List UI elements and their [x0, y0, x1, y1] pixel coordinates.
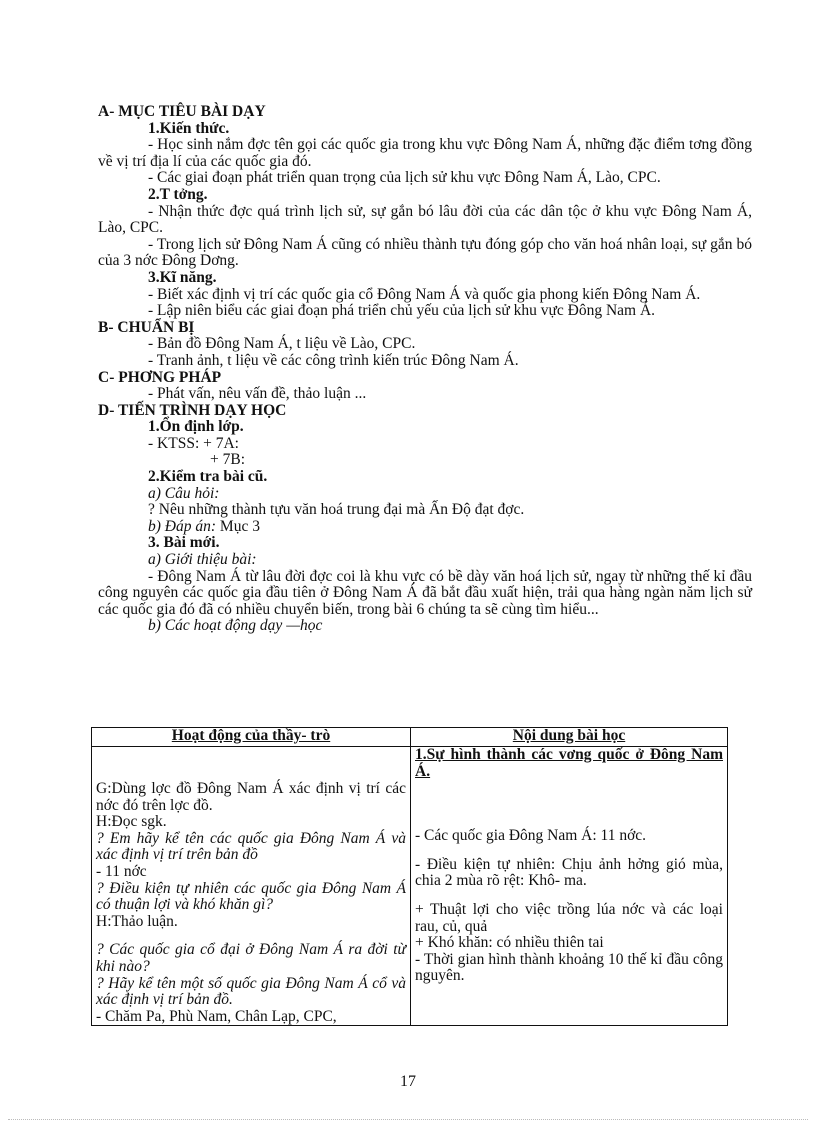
table-text: + Khó khăn: có nhiều thiên tai	[415, 934, 604, 952]
lesson-table	[91, 727, 728, 1026]
paragraph: ? Nêu những thành tựu văn hoá trung đại mà Ấn Độ đạt đợc.	[148, 501, 525, 519]
content-heading: 1.Sự hình thành các vơng quốc ở Đông Nam Á.	[415, 746, 723, 780]
table-question: ? Hãy kể tên một số quốc gia Đông Nam Á cổ và xác định vị trí bản đồ.	[96, 974, 407, 1009]
table-header-row	[92, 728, 728, 747]
table-question: ? Điều kiện tự nhiên các quốc gia Đông Nam Á có thuận lợi và khó khăn gì?	[96, 879, 407, 914]
section-d1-heading: 1.Ổn định lớp.	[148, 418, 244, 436]
section-a3-heading: 3.Kĩ năng.	[148, 268, 217, 286]
section-c-heading: C- PHƠNG PHÁP	[98, 368, 222, 386]
table-text: + Thuật lợi cho việc trồng lúa nớc và các loại rau, củ, quả	[415, 900, 723, 935]
paragraph: - Đông Nam Á từ lâu đời đợc coi là khu vực có bề dày văn hoá lịch sử, ngay từ những thế kỉ đầu công nguyên các quốc gia đầu tiên ở Đông Nam Á đã bắt đầu xuất hiện, trải qua hàng ngàn năm lịch sử các quốc gia đó đã có nhiều chuyển biến, trong bài 6 chúng ta sẽ cùng tìm hiểu...	[98, 567, 752, 618]
section-a1-heading: 1.Kiến thức.	[148, 119, 230, 137]
table-header: Nội dung bài học	[411, 728, 728, 747]
table-text: - Điều kiện tự nhiên: Chịu ảnh hởng gió mùa, chia 2 mùa rõ rệt: Khô- ma.	[415, 855, 723, 890]
table-text: H:Thảo luận.	[96, 912, 178, 930]
section-d3-heading: 3. Bài mới.	[148, 534, 220, 552]
footer-dotted-rule	[8, 1119, 808, 1120]
paragraph: - Biết xác định vị trí các quốc gia cổ Đông Nam Á và quốc gia phong kiến Đông Nam Á.	[148, 285, 701, 303]
table-text: - 11 nớc	[96, 862, 147, 880]
answer-line	[98, 519, 752, 536]
table-question: ? Em hãy kể tên các quốc gia Đông Nam Á và xác định vị trí trên bản đồ	[96, 829, 407, 864]
section-a2-heading: 2.T tởng.	[148, 185, 208, 203]
section-b-heading: B- CHUẨN BỊ	[98, 318, 195, 336]
answer-text: Mục 3	[216, 517, 260, 535]
section-a-heading: A- MỤC TIÊU BÀI DẠY	[98, 103, 266, 120]
teacher-student-activity-cell	[92, 747, 411, 1026]
paragraph: - KTSS: + 7A:	[148, 434, 239, 452]
table-question: ? Các quốc gia cổ đại ở Đông Nam Á ra đời từ khi nào?	[96, 941, 407, 975]
paragraph: - Nhận thức đợc quá trình lịch sử, sự gắn bó lâu đời của các dân tộc ở khu vực Đông Nam Á, Lào, CPC.	[98, 202, 752, 237]
paragraph: - Trong lịch sử Đông Nam Á cũng có nhiều thành tựu đóng góp cho văn hoá nhân loại, sự gắn bó của 3 nớc Đông Dơng.	[98, 235, 752, 270]
activities-label: b) Các hoạt động dạy —học	[148, 617, 323, 635]
table-header: Hoạt động của thầy- trò	[92, 728, 411, 747]
paragraph: - Lập niên biểu các giai đoạn phá triển chủ yếu của lịch sử khu vực Đông Nam Á.	[148, 302, 656, 320]
page-number: 17	[400, 1073, 416, 1090]
lesson-content-cell	[411, 747, 728, 1026]
paragraph: - Học sinh nắm đợc tên gọi các quốc gia trong khu vực Đông Nam Á, những đặc điểm tơng đồng về vị trí địa lí của các quốc gia đó.	[98, 136, 752, 170]
table-text: H:Đọc sgk.	[96, 813, 167, 831]
lesson-plan-body	[98, 104, 752, 635]
table-text: G:Dùng lợc đồ Đông Nam Á xác định vị trí các nớc đó trên lợc đồ.	[96, 780, 407, 814]
paragraph: - Phát vấn, nêu vấn đề, thảo luận ...	[148, 385, 367, 403]
table-row	[92, 747, 728, 1026]
paragraph: - Các giai đoạn phát triển quan trọng của lịch sử khu vực Đông Nam Á, Lào, CPC.	[148, 169, 661, 187]
section-d-heading: D- TIẾN TRÌNH DẠY HỌC	[98, 401, 287, 419]
table-text: - Các quốc gia Đông Nam Á: 11 nớc.	[415, 827, 647, 845]
paragraph: - Bản đồ Đông Nam Á, t liệu về Lào, CPC.	[148, 335, 416, 353]
section-d2-heading: 2.Kiểm tra bài cũ.	[148, 468, 268, 486]
intro-label: a) Giới thiệu bài:	[148, 551, 257, 569]
paragraph: + 7B:	[210, 451, 246, 469]
table-text: - Thời gian hình thành khoảng 10 thế kỉ đầu công nguyên.	[415, 950, 723, 985]
table-text: - Chăm Pa, Phù Nam, Chân Lạp, CPC,	[96, 1007, 337, 1025]
answer-label: b) Đáp án:	[148, 517, 217, 535]
question-label: a) Câu hỏi:	[148, 484, 220, 502]
paragraph: - Tranh ảnh, t liệu về các công trình kiến trúc Đông Nam Á.	[148, 351, 519, 369]
